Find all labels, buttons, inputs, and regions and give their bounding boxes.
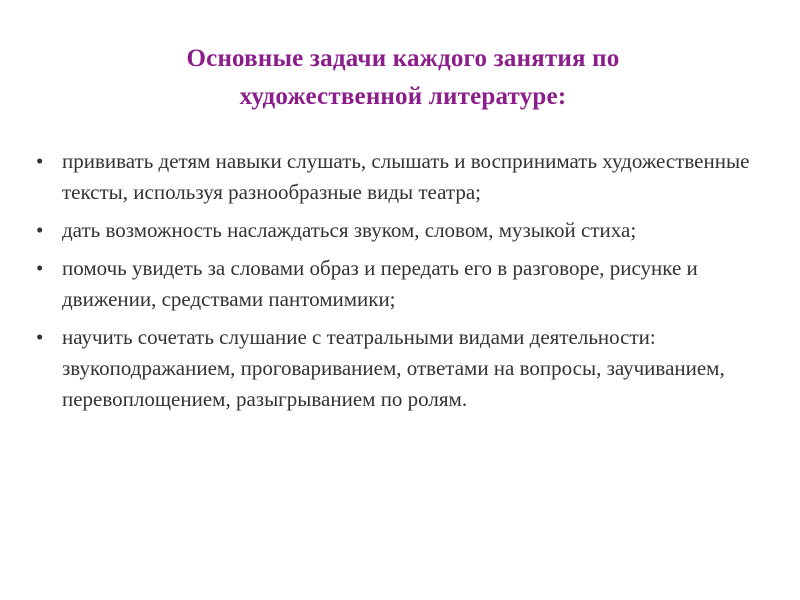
list-item-text: дать возможность наслаждаться звуком, словом, музыкой стиха; [62, 218, 637, 242]
list-item [36, 215, 770, 246]
list-item [36, 253, 770, 315]
bullet-dot: • [36, 256, 44, 280]
list-item-text: помочь увидеть за словами образ и передать его в разговоре, рисунке и движении, средствами пантомимики; [62, 256, 698, 311]
slide-title [123, 40, 683, 116]
slide-title-text: Основные задачи каждого занятия по художественной литературе [186, 45, 620, 110]
list-item-text: научить сочетать слушание с театральными видами деятельности: звукоподражанием, проговариванием, ответами на вопросы, заучиванием, перевоплощением, разыгрыванием по ролям. [62, 325, 725, 411]
bullet-dot: • [36, 325, 44, 349]
slide-title-colon: : [557, 83, 567, 110]
bullet-list [36, 146, 770, 415]
list-item-text: прививать детям навыки слушать, слышать и воспринимать художественные тексты, используя разнообразные виды театра; [62, 149, 750, 204]
list-item [36, 322, 770, 415]
list-item [36, 146, 770, 208]
bullet-dot: • [36, 218, 44, 242]
bullet-dot: • [36, 149, 44, 173]
